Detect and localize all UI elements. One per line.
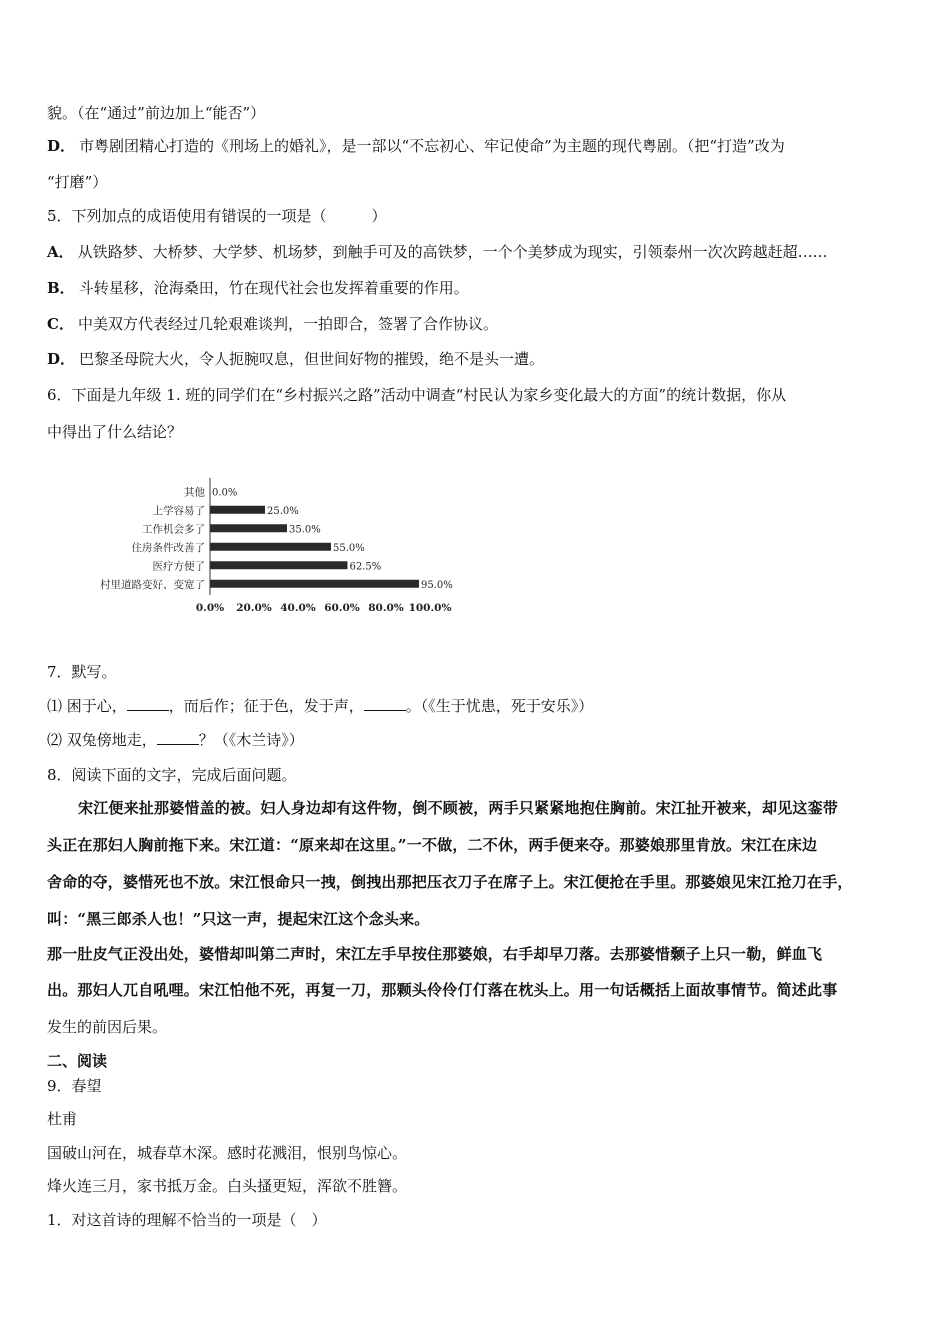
q5-option-b [47,277,910,299]
passage-line [47,871,910,893]
poem-title: 9．春望 [47,1077,102,1095]
passage-line [47,1016,910,1038]
chart-category-label: 医疗方便了 [152,560,205,573]
question-9 [47,1075,910,1097]
question-8 [47,764,910,786]
poem-text: 烽火连三月，家书抵万金。白头搔更短，浑欲不胜簪。 [47,1177,408,1195]
chart-x-tick-label: 0.0% [195,602,225,614]
poem-line [47,1142,910,1164]
chart-x-tick-label: 100.0% [408,602,452,614]
poem-text: 国破山河在，城春草木深。感时花溅泪，恨别鸟惊心。 [47,1144,408,1162]
chart-bar [210,561,348,569]
q5-option-c [47,313,910,335]
q7-item-2 [47,729,910,751]
chart-value-label: 55.0% [333,542,365,554]
passage-text: 宋江便来扯那婆惜盖的被。妇人身边却有这件物，倒不顾被，两手只紧紧地抱住胸前。宋江扯开被来，却见这銮带 [78,799,839,817]
option-d-line [47,135,910,157]
option-text: 从铁路梦、大桥梦、大学梦、机场梦，到触手可及的高铁梦，一个个美梦成为现实，引领泰州一次次跨越赶超…… [77,243,828,261]
question-text: 5．下列加点的成语使用有错误的一项是（ ） [47,207,387,225]
passage-text: 出。那妇人兀自吼哩。宋江怕他不死，再复一刀，那颗头伶伶仃仃落在枕头上。用一句话概括上面故事情节。简述此事 [47,981,838,999]
chart-category-label: 上学容易了 [152,504,205,517]
passage-text: 那一肚皮气正没出处，婆惜却叫第二声时，宋江左手早按住那婆娘，右手却早刀落。去那婆惜颡子上只一勒，鲜血飞 [47,945,823,963]
chart-bar [210,506,265,514]
question-9-1 [47,1209,910,1231]
chart-value-label: 35.0% [289,524,321,536]
passage-text: 叫：“黑三郎杀人也！”只这一声，提起宋江这个念头来。 [47,910,430,928]
question-text: 1．对这首诗的理解不恰当的一项是（ ） [47,1211,327,1229]
option-text: 斗转星移，沧海桑田，竹在现代社会也发挥着重要的作用。 [78,279,469,297]
fill-blank[interactable] [127,696,169,711]
chart-bar [210,524,287,532]
question-text: 7．默写。 [47,663,117,681]
passage-line [47,943,910,965]
chart-bar [210,543,331,551]
option-text: 中美双方代表经过几轮艰难谈判，一拍即合，签署了合作协议。 [77,315,498,333]
option-text: 市粤剧团精心打造的《刑场上的婚礼》，是一部以“不忘初心、牢记使命”为主题的现代粤剧。（把“打造”改为 [79,137,785,155]
option-text: 巴黎圣母院大火，令人扼腕叹息，但世间好物的摧毁，绝不是头一遭。 [79,350,545,368]
passage-line [47,834,910,856]
chart-value-label: 25.0% [267,505,299,517]
question-6-cont [47,421,910,443]
dictation-source: ？（《木兰诗》） [198,731,304,749]
option-label: C． [47,315,74,333]
passage-text: 头正在那妇人胸前拖下来。宋江道：“原来却在这里。”一不做，二不休，两手便来夺。那婆娘那里肯放。宋江在床边 [47,836,818,854]
poem-line [47,1175,910,1197]
chart-value-label: 62.5% [349,561,382,573]
option-text-cont: “打磨”） [47,173,108,191]
text-line-1 [47,102,910,124]
chart-category-label: 村里道路变好、变宽了 [100,578,205,591]
chart-value-label: 95.0% [421,579,453,591]
question-5 [47,205,910,227]
dictation-text: ⑴ 困于心， [47,697,127,715]
q7-item-1 [47,695,910,717]
sentence-d-note: 貌。（在“通过”前边加上“能否”） [47,104,266,122]
fill-blank[interactable] [157,730,199,745]
option-label: A． [47,243,74,261]
option-label: B． [47,279,75,297]
option-d-cont [47,171,910,193]
section-heading [47,1050,910,1072]
q5-option-d [47,348,910,370]
chart-category-label: 其他 [184,486,205,499]
dictation-text: ⑵ 双兔傍地走， [47,731,157,749]
fill-blank[interactable] [364,696,406,711]
chart-x-tick-label: 80.0% [368,602,404,614]
passage-line [78,797,910,819]
dictation-text: ，而后作；征于色，发于声， [168,697,364,715]
question-7 [47,661,910,683]
option-label: D． [47,137,76,155]
question-text: 6．下面是九年级 1. 班的同学们在“乡村振兴之路”活动中调查“村民认为家乡变化最大的方面”的统计数据，你从 [47,386,787,404]
chart-value-label: 0.0% [212,487,238,499]
question-text: 8．阅读下面的文字，完成后面问题。 [47,766,297,784]
author-name: 杜甫 [47,1110,78,1128]
passage-line [47,908,910,930]
poem-author [47,1108,910,1130]
chart-category-label: 工作机会多了 [142,523,205,536]
dictation-source: 。（《生于忧患，死于安乐》） [405,697,594,715]
chart-category-label: 住房条件改善了 [131,541,205,554]
chart-x-tick-label: 60.0% [324,602,360,614]
passage-text: 发生的前因后果。 [47,1018,168,1036]
passage-text: 舍命的夺，婆惜死也不放。宋江恨命只一拽，倒拽出那把压衣刀子在席子上。宋江便抢在手里。那婆娘见宋江抢刀在手， [47,873,853,891]
chart-bar [210,580,419,588]
survey-bar-chart [60,452,460,630]
question-text-cont: 中得出了什么结论？ [47,423,183,441]
chart-x-tick-label: 40.0% [280,602,316,614]
chart-x-tick-label: 20.0% [236,602,272,614]
section-title: 二、阅读 [47,1052,108,1070]
q5-option-a [47,241,910,263]
option-label: D． [47,350,76,368]
question-6 [47,384,910,406]
passage-line [47,979,910,1001]
